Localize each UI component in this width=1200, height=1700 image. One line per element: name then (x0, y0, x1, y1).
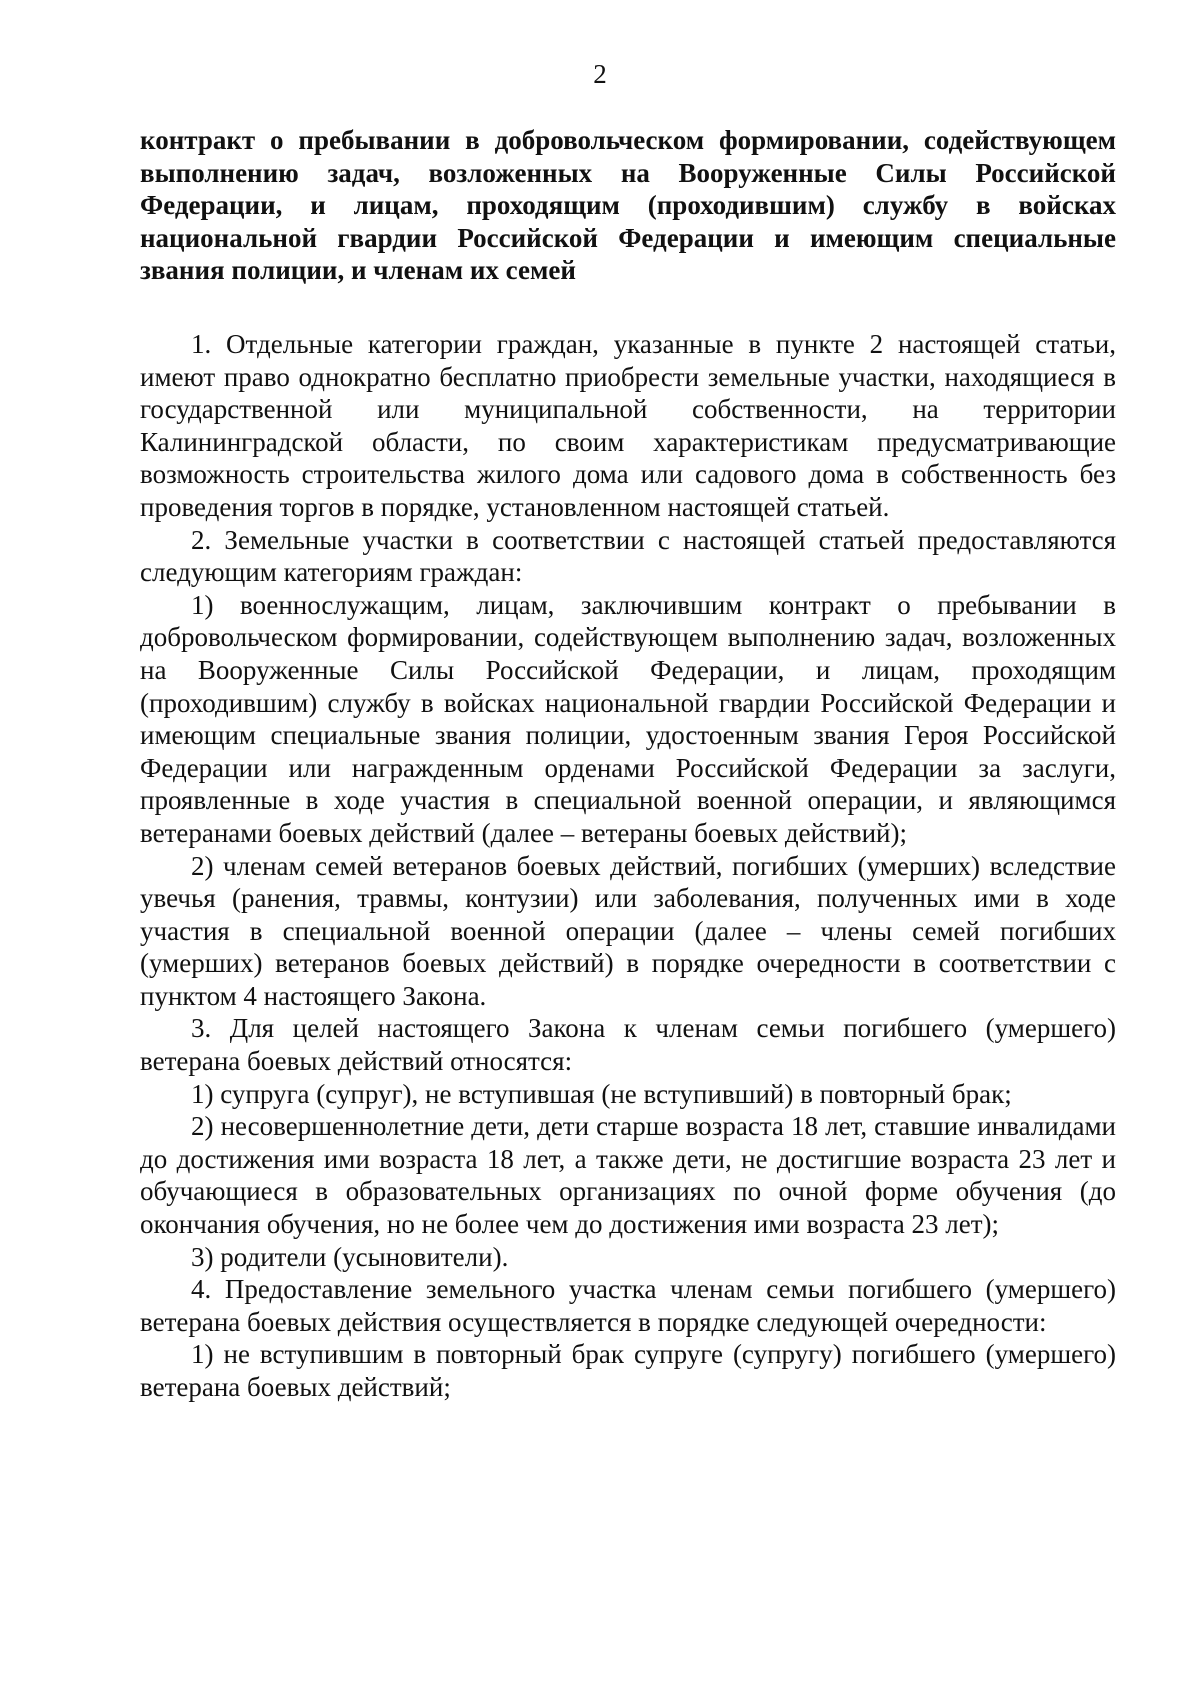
paragraph-clause-3-item-1: 1) супруга (супруг), не вступившая (не вступивший) в повторный брак; (191, 1078, 1012, 1109)
paragraph-clause-4: 4. Предоставление земельного участка членам семьи погибшего (умершего) ветерана боевых действия осуществляется в порядке следующей очередности: (140, 1274, 1116, 1337)
paragraph-clause-3-item-2: 2) несовершеннолетние дети, дети старше возраста 18 лет, ставшие инвалидами до достижения ими возраста 18 лет, а также дети, не достигшие возраста 23 лет и обучающиеся в образовательных организациях по очной форме обучения (до окончания обучения, но не более чем до достижения ими возраста 23 лет); (140, 1111, 1116, 1240)
paragraph-clause-2-item-1: 1) военнослужащим, лицам, заключившим контракт о пребывании в добровольческом формировании, содействующем выполнению задач, возложенных на Вооруженные Силы Российской Федерации, и лицам, проходящим (проходившим) службу в войсках национальной гвардии Российской Федерации и имеющим специальные звания полиции, удостоенным звания Героя Российской Федерации или награжденным орденами Российской Федерации за заслуги, проявленные в ходе участия в специальной военной операции, и являющимся ветеранами боевых действий (далее – ветераны боевых действий); (140, 589, 1116, 848)
page-number: 2 (593, 59, 607, 89)
section-heading: контракт о пребывании в добровольческом формировании, содействующем выполнению задач, возложенных на Вооруженные Силы Российской Федерации, и лицам, проходящим (проходившим) службу в войсках национальной гвардии Российской Федерации и имеющим специальные звания полиции, и членам их семей (140, 125, 1116, 286)
paragraph-clause-1: 1. Отдельные категории граждан, указанные в пункте 2 настоящей статьи, имеют право однократно бесплатно приобрести земельные участки, находящиеся в государственной или муниципальной собственности, на территории Калининградской области, по своим характеристикам предусматривающие возможность строительства жилого дома или садового дома в собственность без проведения торгов в порядке, установленном настоящей статьей. (140, 329, 1116, 522)
paragraph-clause-2: 2. Земельные участки в соответствии с настоящей статьей предоставляются следующим категориям граждан: (140, 524, 1116, 588)
paragraph-clause-4-item-1: 1) не вступившим в повторный брак супруге (супругу) погибшего (умершего) ветерана боевых действий; (140, 1339, 1116, 1402)
paragraph-clause-2-item-2: 2) членам семей ветеранов боевых действий, погибших (умерших) вследствие увечья (ранения, травмы, контузии) или заболевания, полученных ими в ходе участия в специальной военной операции (далее – члены семей погибших (умерших) ветеранов боевых действий) в порядке очередности в соответствии с пунктом 4 настоящего Закона. (140, 850, 1116, 1011)
paragraph-clause-3: 3. Для целей настоящего Закона к членам семьи погибшего (умершего) ветерана боевых действий относятся: (140, 1013, 1116, 1077)
paragraph-clause-3-item-3: 3) родители (усыновители). (191, 1241, 509, 1272)
document-body (140, 328, 1116, 1404)
